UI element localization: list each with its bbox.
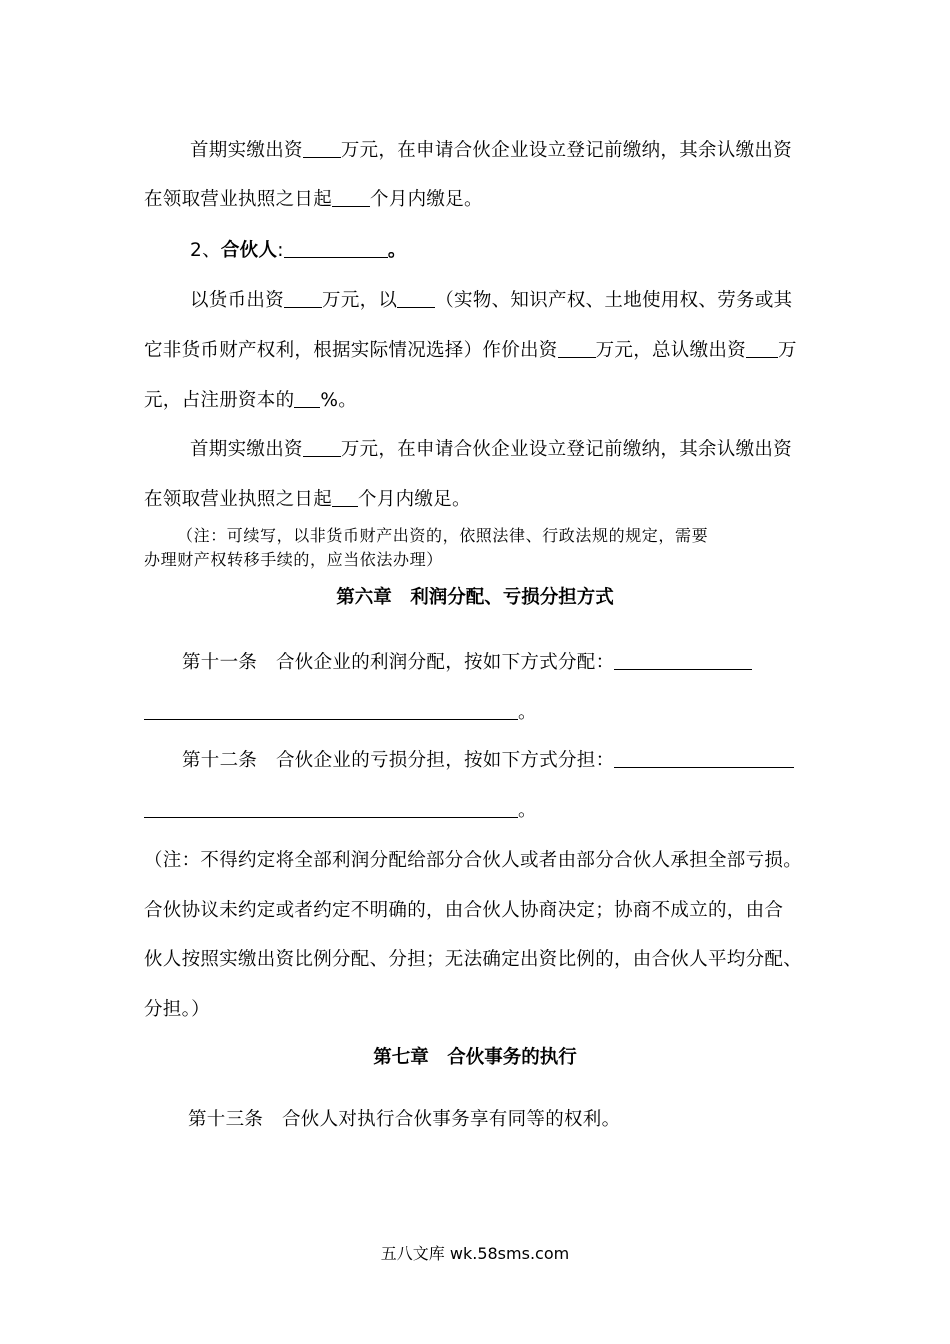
para3-line2 <box>144 487 471 513</box>
article12-line2 <box>144 798 537 824</box>
text: 万元，以 <box>322 290 398 311</box>
article12-line1 <box>182 748 794 774</box>
period: 。 <box>387 240 407 261</box>
note2-line1: （注：不得约定将全部利润分配给部分合伙人或者由部分合伙人承担全部亏损。 <box>144 850 803 871</box>
article11-text: 第十一条 合伙企业的利润分配，按如下方式分配： <box>182 652 615 673</box>
article13-line: 第十三条 合伙人对执行合伙事务享有同等的权利。 <box>188 1109 621 1130</box>
note2-line4: 分担。） <box>144 999 210 1020</box>
amount-blank <box>303 139 341 158</box>
para2-line1 <box>190 288 792 314</box>
amount-blank <box>303 438 341 457</box>
text: 个月内缴足。 <box>370 189 483 210</box>
partner2-line <box>190 238 407 264</box>
asset-type-blank <box>397 289 435 308</box>
total-amount-blank <box>746 339 778 358</box>
article11-line1 <box>182 650 752 676</box>
text: 元，占注册资本的 <box>144 390 295 411</box>
text: 万元，在申请合伙企业设立登记前缴纳，其余认缴出资 <box>340 140 793 161</box>
text: 个月内缴足。 <box>358 489 471 510</box>
noncash-amount-blank <box>558 339 596 358</box>
loss-method-blank-2 <box>144 799 518 818</box>
para1-line1 <box>190 138 792 164</box>
text: 首期实缴出资 <box>190 140 303 161</box>
colon: : <box>277 240 284 261</box>
note2-line3: 伙人按照实缴出资比例分配、分担；无法确定出资比例的，由合伙人平均分配、 <box>144 949 803 970</box>
profit-method-blank <box>614 651 752 670</box>
note2-line2: 合伙协议未约定或者约定不明确的，由合伙人协商决定；协商不成立的，由合 <box>144 900 784 921</box>
months-blank <box>332 188 370 207</box>
para2-line2 <box>144 338 797 364</box>
text: 它非货币财产权利，根据实际情况选择）作价出资 <box>144 340 558 361</box>
period: 。 <box>518 800 537 821</box>
para2-line3 <box>144 388 357 414</box>
cash-amount-blank <box>284 289 322 308</box>
percent-blank <box>294 389 320 408</box>
partner-name-blank <box>284 239 388 258</box>
text: %。 <box>320 390 358 411</box>
text: 万元，在申请合伙企业设立登记前缴纳，其余认缴出资 <box>340 439 793 460</box>
note1-line2: 办理财产权转移手续的，应当依法办理） <box>144 550 443 569</box>
article11-line2 <box>144 700 537 726</box>
text: 万元，总认缴出资 <box>595 340 747 361</box>
article12-text: 第十二条 合伙企业的亏损分担，按如下方式分担： <box>182 750 615 771</box>
partner-label: 合伙人 <box>220 240 278 261</box>
text: 在领取营业执照之日起 <box>144 189 333 210</box>
footer-watermark: 五八文库 wk.58sms.com <box>380 1244 570 1263</box>
item-number: 2、 <box>190 240 221 261</box>
text: （实物、知识产权、土地使用权、劳务或其 <box>435 290 793 311</box>
text: 首期实缴出资 <box>190 439 303 460</box>
profit-method-blank-2 <box>144 701 518 720</box>
text: 以货币出资 <box>190 290 285 311</box>
period: 。 <box>518 702 537 723</box>
text: 万 <box>778 340 797 361</box>
chapter7-heading: 第七章 合伙事务的执行 <box>373 1047 577 1068</box>
months-blank <box>332 488 358 507</box>
note1-line1: （注：可续写，以非货币财产出资的，依照法律、行政法规的规定，需要 <box>177 526 709 545</box>
para1-line2 <box>144 187 483 213</box>
para3-line1 <box>190 437 792 463</box>
chapter6-heading: 第六章 利润分配、亏损分担方式 <box>336 587 614 608</box>
text: 在领取营业执照之日起 <box>144 489 333 510</box>
loss-method-blank <box>614 749 794 768</box>
